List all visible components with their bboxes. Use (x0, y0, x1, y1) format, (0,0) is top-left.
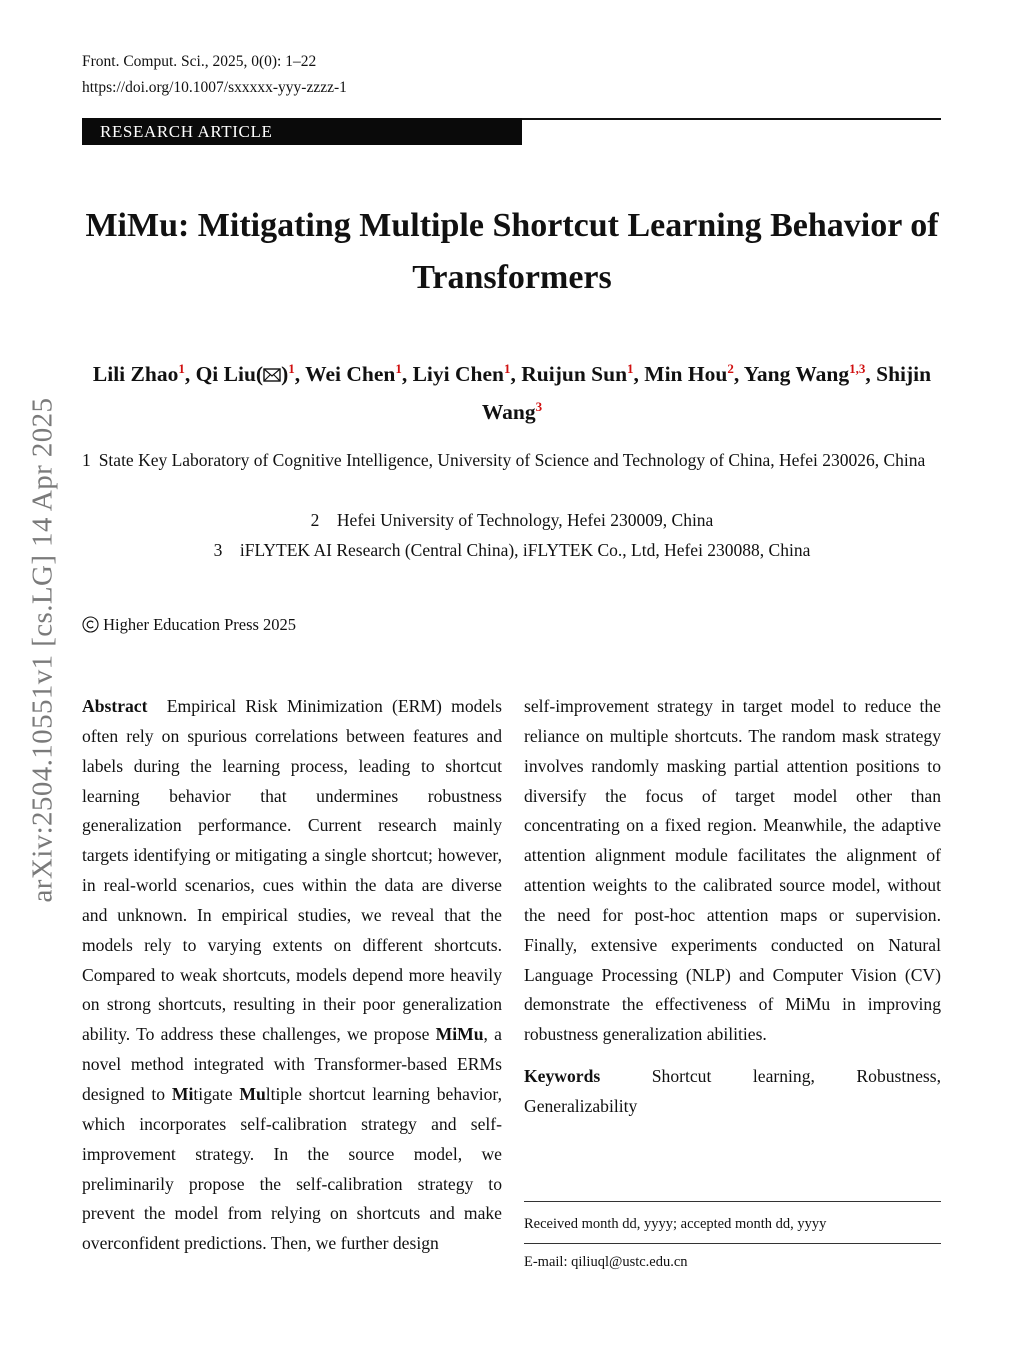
author-affiliation-mark: 3 (535, 399, 543, 414)
keywords (524, 1062, 941, 1122)
journal-citation: Front. Comput. Sci., 2025, 0(0): 1–22 (82, 53, 317, 70)
author-name: Wei Chen (305, 362, 396, 386)
copyright-icon (82, 616, 99, 633)
abstract-left-column (82, 692, 502, 1259)
abstract-text: Empirical Risk Minimization (ERM) models often rely on spurious correlations between features and labels during the learning process, leading to shortcut learning behavior that undermines robustness generalization performance. Current research mainly targets identifying or mitigating a single shortcut; however, in real-world scenarios, cues within the data are diverse and unknown. In empirical studies, we reveal that the models rely to varying extents on different shortcuts. Compared to weak shortcuts, models depend more heavily on strong shortcuts, resulting in their poor generalization ability. To address these challenges, we propose (82, 696, 502, 1045)
author-affiliation-mark: 1 (627, 361, 634, 376)
abstract-text: ltiple shortcut learning behavior, which incorporates self-calibration strategy and self-improvement strategy. In the source model, we preliminarily propose the self-calibration strategy to prevent the model from relying on shortcuts and make overconfident predictions. Then, we further design (82, 1083, 502, 1254)
affiliation-number: 3 (213, 540, 223, 560)
abstract-text: tigate (193, 1083, 240, 1104)
affiliation-number: 1 (82, 450, 91, 470)
footnote-rule (524, 1243, 941, 1244)
acronym-highlight: Mu (239, 1083, 266, 1104)
abstract-right-column (524, 692, 941, 1122)
author-affiliation-mark: 1,3 (849, 361, 866, 376)
copyright-notice (82, 614, 296, 636)
method-name: MiMu (435, 1024, 484, 1045)
article-type-banner: RESEARCH ARTICLE (82, 118, 522, 145)
arxiv-stamp: arXiv:2504.10551v1 [cs.LG] 14 Apr 2025 (26, 397, 59, 903)
envelope-icon (263, 368, 281, 382)
acronym-highlight: Mi (171, 1083, 194, 1104)
affiliation (82, 508, 942, 532)
paper-title: MiMu: Mitigating Multiple Shortcut Learning Behavior of Transformers (85, 207, 939, 296)
abstract-label: Abstract (82, 696, 148, 716)
affiliation-text: State Key Laboratory of Cognitive Intelligence, University of Science and Technology of China, Hefei 230026, China (98, 450, 926, 470)
affiliation-text: iFLYTEK AI Research (Central China), iFLYTEK Co., Ltd, Hefei 230088, China (239, 540, 811, 560)
author-name: Lili Zhao (92, 362, 179, 386)
affiliation-text: Hefei University of Technology, Hefei 230009, China (336, 510, 714, 530)
author-name: Ruijun Sun (521, 362, 628, 386)
author-affiliation-mark: 1 (288, 361, 295, 376)
affiliation (82, 538, 942, 562)
author-name: Shijin Wang (481, 362, 932, 424)
author-name: Liyi Chen (412, 362, 504, 386)
affiliation-number: 2 (310, 510, 320, 530)
footnote-rule (524, 1201, 941, 1202)
keywords-label: Keywords (524, 1066, 601, 1087)
author-affiliation-mark: 1 (504, 361, 511, 376)
received-date: Received month dd, yyyy; accepted month dd, yyyy (524, 1216, 827, 1232)
author-affiliation-mark: 2 (727, 361, 734, 376)
affiliation (82, 448, 942, 472)
abstract-text: , a novel method integrated with Transformer-based ERMs designed to (82, 1024, 502, 1104)
keywords-text: Shortcut learning, Robustness, Generalizability (524, 1066, 941, 1116)
author-affiliation-mark: 1 (395, 361, 402, 376)
author-name: Qi Liu( (195, 362, 264, 386)
author-affiliation-mark: 1 (178, 361, 185, 376)
author-name: Yang Wang (743, 362, 850, 386)
author-name: Min Hou (644, 362, 728, 386)
author-list: Lili Zhao$^1$, Qi Liu( )$^1$, Wei Chen$^1$, Liyi Chen$^1$, Ruijun Sun$^1$, Min Hou$^2$, Yang Wang$^{1,3}$, Shijin Wang$^3$ (92, 361, 932, 424)
copyright-text: Higher Education Press 2025 (103, 615, 297, 634)
contact-email[interactable]: E-mail: qiliuql@ustc.edu.cn (524, 1254, 688, 1270)
doi-link[interactable]: https://doi.org/10.1007/sxxxxx-yyy-zzzz-1 (82, 79, 347, 96)
abstract-text-continued: self-improvement strategy in target model to reduce the reliance on multiple shortcuts. The random mask strategy involves randomly masking partial attention positions to diversify the focus of target model other than concentrating on a fixed region. Meanwhile, the adaptive attention alignment module facilitates the alignment of attention weights to the calibrated source model, without the need for post-hoc attention maps or supervision. Finally, extensive experiments conducted on Natural Language Processing (NLP) and Computer Vision (CV) demonstrate the effectiveness of MiMu in improving robustness generalization abilities. (524, 696, 941, 1045)
